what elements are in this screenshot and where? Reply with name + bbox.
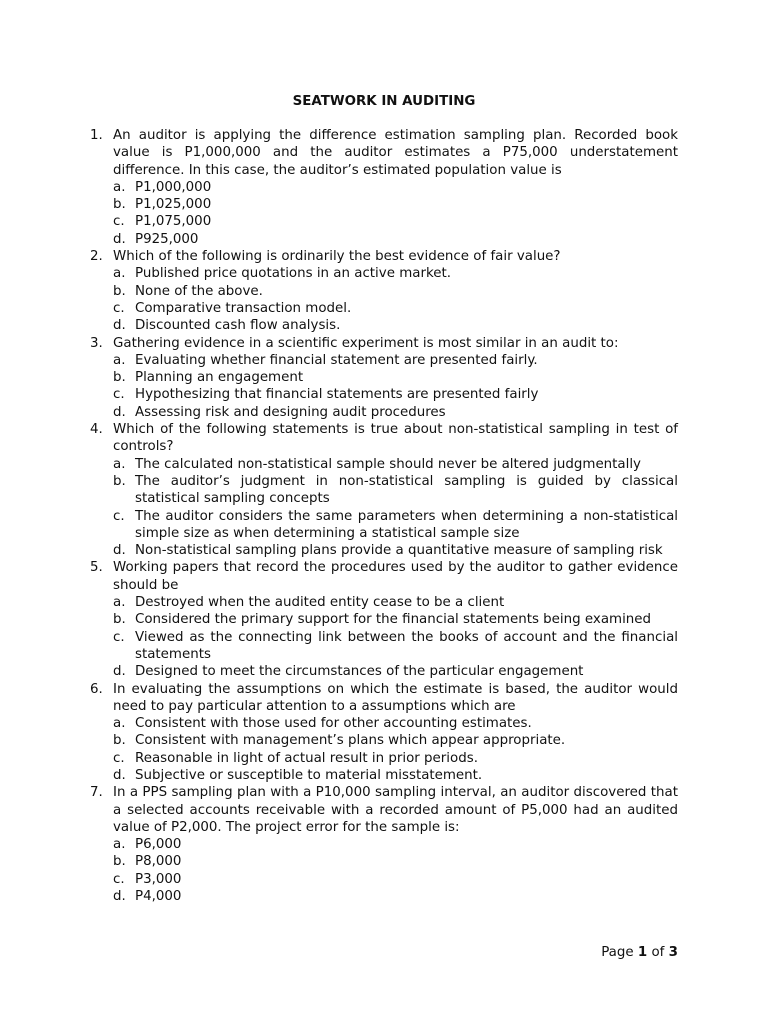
answer-option (113, 456, 678, 473)
page-current: 1 (637, 945, 648, 960)
option-text: None of the above. (135, 283, 263, 299)
answer-options (113, 456, 678, 560)
document-title: SEATWORK IN AUDITING (292, 94, 476, 109)
option-text: P1,025,000 (135, 197, 212, 213)
answer-option (113, 283, 678, 300)
option-letter: a. (113, 266, 126, 282)
option-letter: b. (113, 733, 126, 749)
answer-option (113, 317, 678, 334)
option-text: Published price quotations in an active market. (135, 266, 451, 282)
option-text: P1,000,000 (135, 179, 212, 195)
option-text: Consistent with management’s plans which appear appropriate. (135, 733, 566, 749)
question-item (90, 559, 678, 680)
answer-option (113, 196, 678, 213)
option-letter: b. (113, 283, 126, 299)
option-text: The auditor’s judgment in non-statistical sampling is guided by classical statistical sampling concepts (135, 473, 678, 507)
option-text: Planning an engagement (135, 370, 304, 386)
answer-option (113, 265, 678, 282)
option-text: Hypothesizing that financial statements are presented fairly (135, 387, 539, 403)
answer-option (113, 213, 678, 230)
answer-option (113, 179, 678, 196)
question-item (90, 784, 678, 905)
answer-option (113, 508, 678, 543)
option-letter: d. (113, 318, 126, 334)
question-list (90, 127, 678, 905)
answer-option (113, 473, 678, 508)
option-letter: c. (113, 629, 125, 645)
answer-option (113, 629, 678, 664)
option-text: Evaluating whether financial statement are presented fairly. (135, 352, 538, 368)
answer-option (113, 369, 678, 386)
question-number: 6. (90, 681, 103, 697)
option-letter: d. (113, 231, 126, 247)
option-letter: b. (113, 197, 126, 213)
option-text: Non-statistical sampling plans provide a quantitative measure of sampling risk (135, 543, 663, 559)
question-number: 1. (90, 128, 103, 143)
question-text: In evaluating the assumptions on which the estimate is based, the auditor would need to pay particular attention to a assumptions which are (113, 681, 678, 714)
option-letter: a. (113, 837, 126, 853)
answer-options (113, 265, 678, 334)
option-text: Designed to meet the circumstances of the particular engagement (135, 664, 584, 680)
option-letter: b. (113, 370, 126, 386)
option-letter: a. (113, 595, 126, 611)
question-number: 5. (90, 560, 103, 576)
answer-option (113, 231, 678, 248)
answer-options (113, 352, 678, 421)
option-letter: c. (113, 387, 125, 403)
question-item (90, 681, 678, 785)
option-letter: d. (113, 767, 126, 783)
option-letter: b. (113, 473, 126, 489)
answer-option (113, 386, 678, 403)
answer-options (113, 594, 678, 680)
answer-option (113, 871, 678, 888)
question-item (90, 248, 678, 334)
option-text: P1,075,000 (135, 214, 212, 230)
answer-option (113, 853, 678, 870)
answer-option (113, 352, 678, 369)
answer-options (113, 179, 678, 248)
option-letter: b. (113, 612, 126, 628)
answer-option (113, 542, 678, 559)
option-text: Consistent with those used for other accounting estimates. (135, 716, 532, 732)
option-letter: c. (113, 508, 125, 524)
answer-option (113, 888, 678, 905)
question-text: An auditor is applying the difference estimation sampling plan. Recorded book value is P1,000,000 and the auditor estimates a P75,000 understatement difference. In this case, the auditor’s estimated population value is (113, 128, 678, 178)
answer-options (113, 836, 678, 905)
question-text: Which of the following is ordinarily the best evidence of fair value? (113, 249, 561, 265)
answer-option (113, 750, 678, 767)
question-text: Working papers that record the procedures used by the auditor to gather evidence should be (113, 560, 678, 593)
option-text: Comparative transaction model. (135, 300, 352, 316)
option-text: Assessing risk and designing audit procedures (135, 404, 446, 420)
question-item (90, 421, 678, 559)
question-number: 3. (90, 335, 103, 351)
page-total: 3 (668, 945, 678, 960)
page-label: Page (601, 945, 634, 960)
option-letter: d. (113, 889, 126, 905)
option-text: Considered the primary support for the financial statements being examined (135, 612, 652, 628)
question-text: Gathering evidence in a scientific experiment is most similar in an audit to: (113, 335, 619, 351)
option-letter: b. (113, 854, 126, 870)
answer-option (113, 767, 678, 784)
option-text: The auditor considers the same parameters when determining a non-statistical simple size as when determining a statistical sample size (135, 508, 678, 541)
option-letter: a. (113, 716, 126, 732)
question-text: In a PPS sampling plan with a P10,000 sampling interval, an auditor discovered that a selected accounts receivable with a recorded amount of P5,000 had an audited value of P2,000. The project error for the sample is: (113, 785, 678, 835)
answer-option (113, 836, 678, 853)
answer-option (113, 715, 678, 732)
question-number: 4. (90, 422, 103, 438)
option-letter: a. (113, 352, 126, 368)
answer-option (113, 663, 678, 680)
answer-option (113, 404, 678, 421)
option-text: Subjective or susceptible to material misstatement. (135, 767, 483, 783)
question-number: 7. (90, 785, 103, 801)
option-text: The calculated non-statistical sample should never be altered judgmentally (135, 456, 641, 472)
answer-option (113, 732, 678, 749)
option-letter: d. (113, 543, 126, 559)
option-letter: c. (113, 300, 125, 316)
option-letter: c. (113, 750, 125, 766)
option-letter: d. (113, 664, 126, 680)
question-item (90, 335, 678, 421)
option-letter: a. (113, 456, 126, 472)
option-text: P4,000 (135, 889, 182, 905)
page-number-footer (601, 944, 678, 961)
question-item (90, 127, 678, 248)
option-text: P925,000 (135, 231, 199, 247)
option-text: Discounted cash flow analysis. (135, 318, 341, 334)
option-text: Destroyed when the audited entity cease to be a client (135, 595, 505, 611)
option-text: P6,000 (135, 837, 182, 853)
question-text: Which of the following statements is true about non-statistical sampling in test of controls? (113, 422, 678, 455)
option-letter: c. (113, 871, 125, 887)
answer-option (113, 594, 678, 611)
page-of-label: of (651, 945, 665, 960)
answer-option (113, 300, 678, 317)
option-letter: d. (113, 404, 126, 420)
option-text: P3,000 (135, 871, 182, 887)
question-number: 2. (90, 249, 103, 265)
option-text: Reasonable in light of actual result in prior periods. (135, 750, 478, 766)
option-text: Viewed as the connecting link between the books of account and the financial statements (135, 629, 678, 662)
option-letter: c. (113, 214, 125, 230)
option-text: P8,000 (135, 854, 182, 870)
option-letter: a. (113, 179, 126, 195)
answer-option (113, 611, 678, 628)
answer-options (113, 715, 678, 784)
